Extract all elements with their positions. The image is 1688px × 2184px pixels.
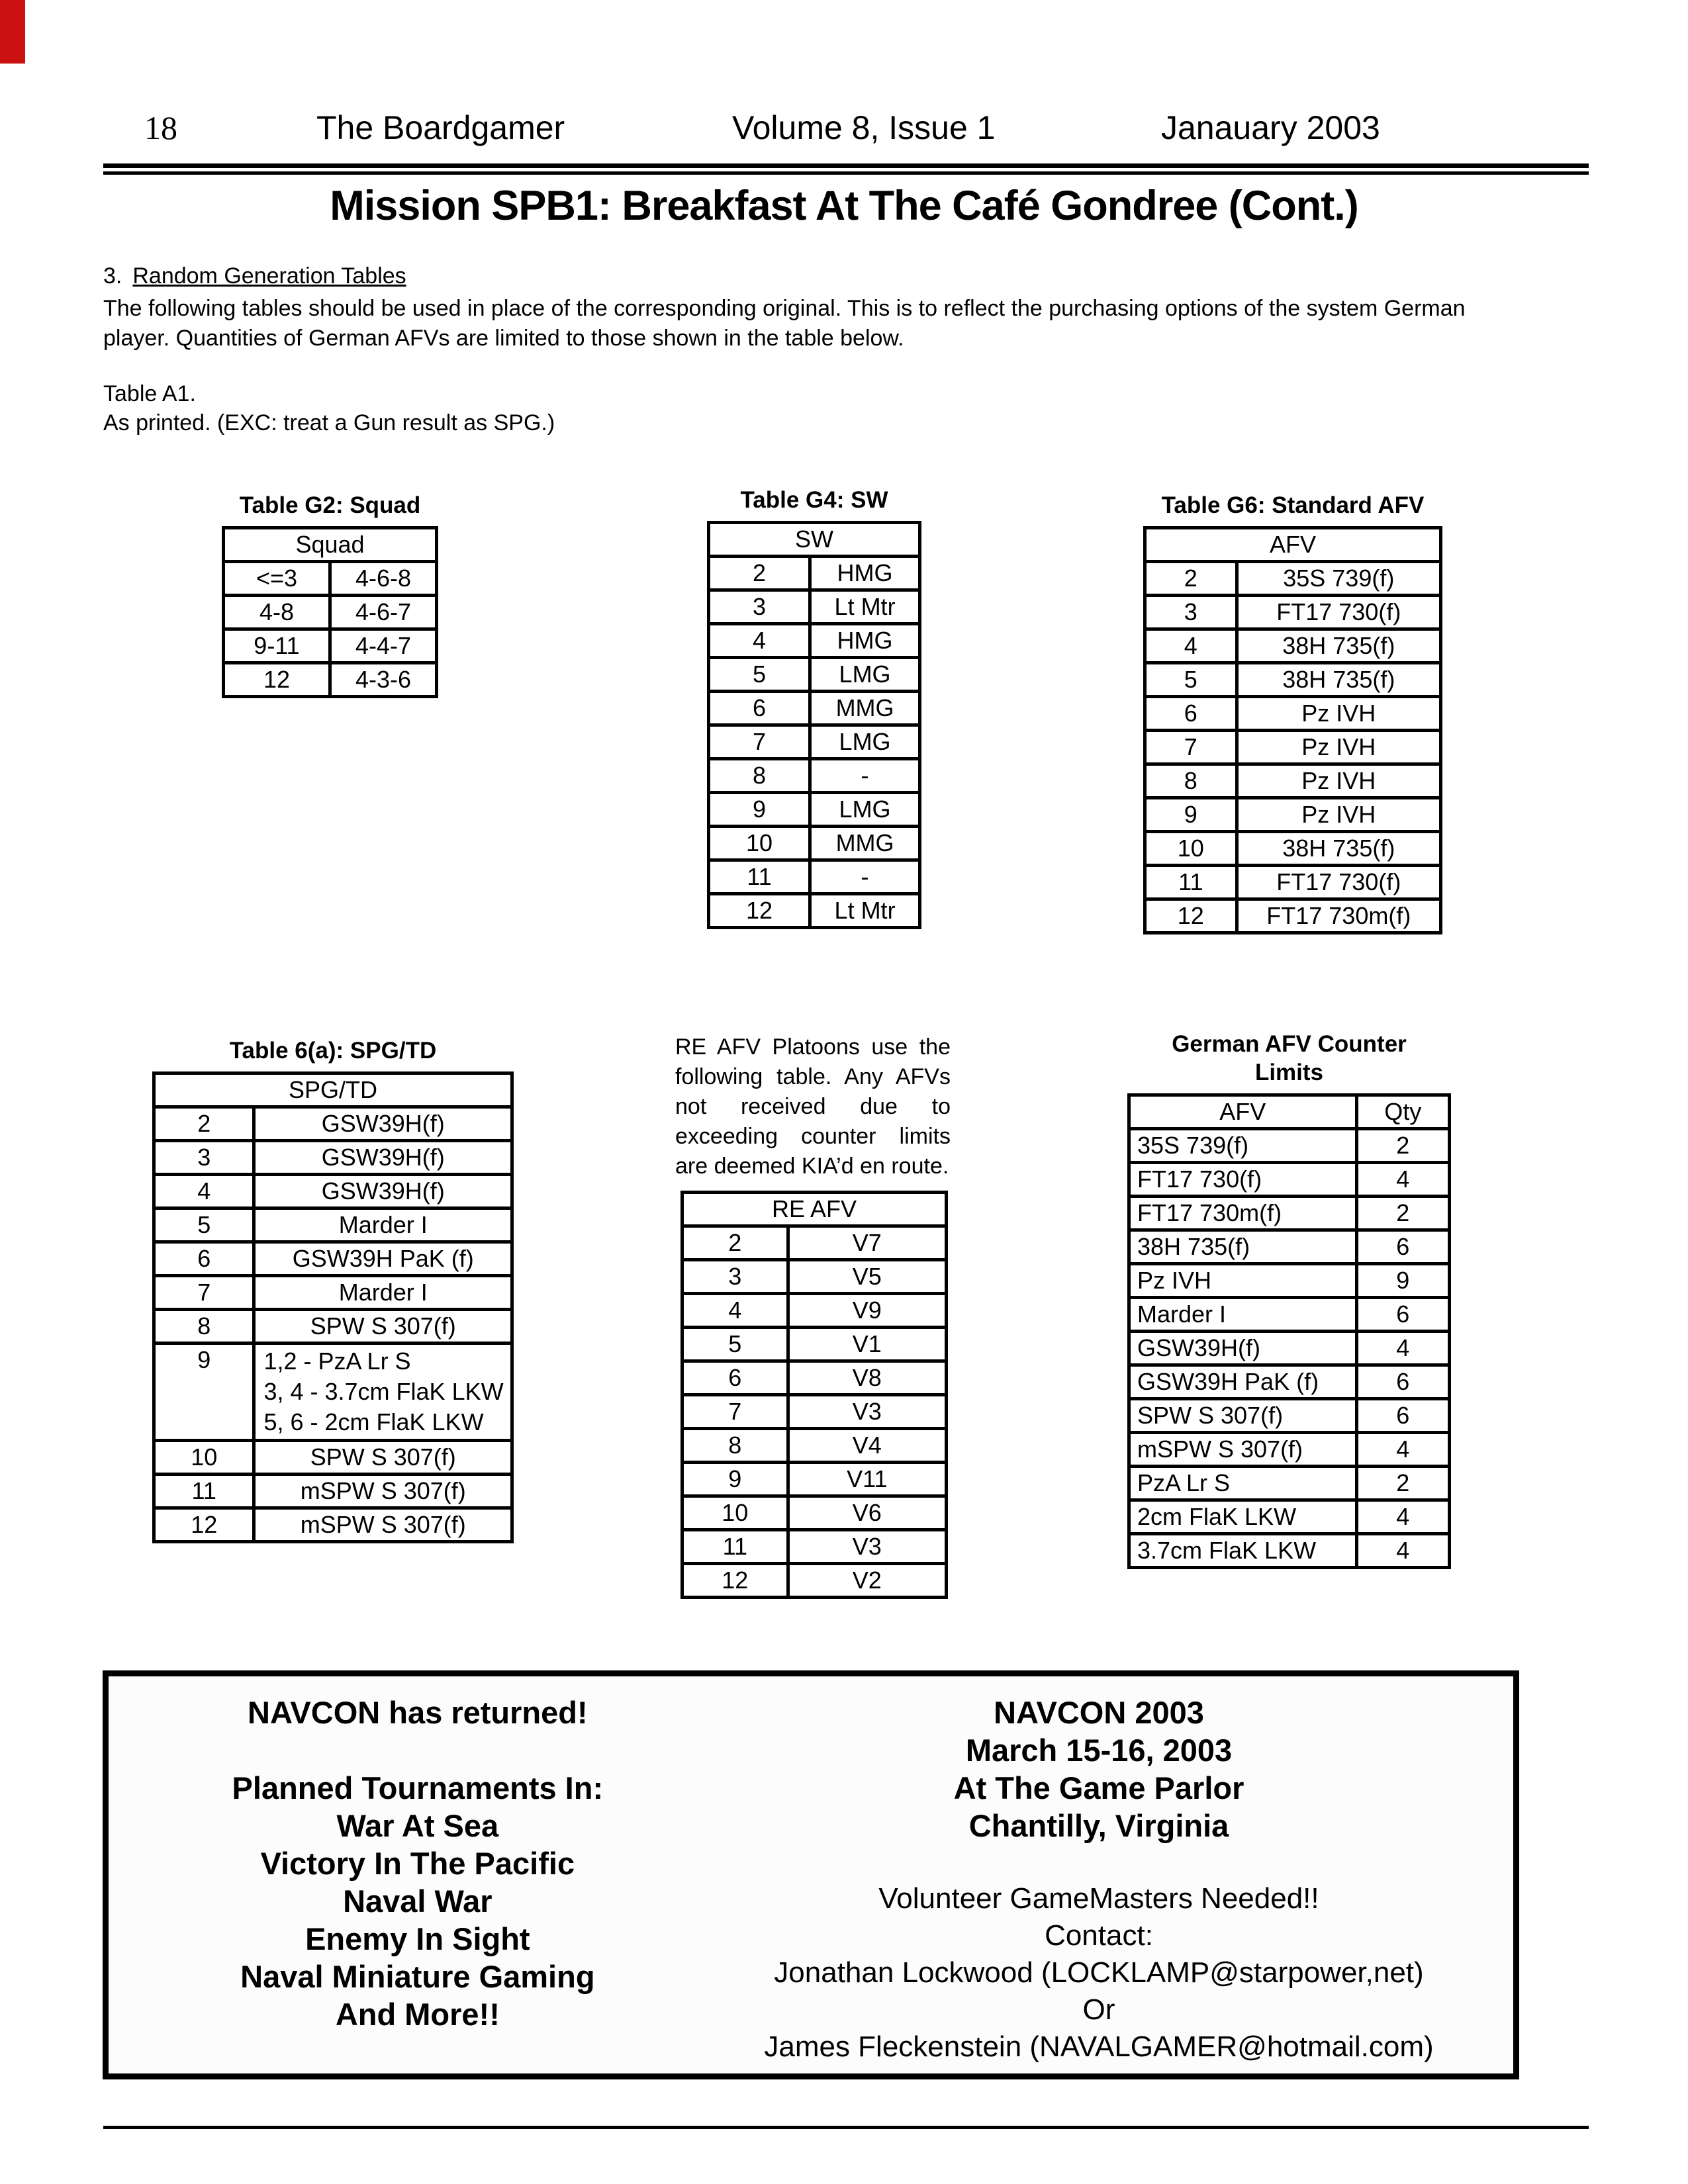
counter_limits-cell: GSW39H(f) (1129, 1332, 1357, 1365)
navcon-contact-details-line: Volunteer GameMasters Needed!! (878, 1882, 1319, 1915)
g4-cell: 8 (709, 759, 810, 793)
t6a-cell: 11 (154, 1475, 254, 1508)
g2-row (224, 663, 437, 697)
re_afv-cell: V4 (788, 1429, 946, 1463)
g4-cell: LMG (810, 793, 920, 827)
g4-cell: LMG (810, 725, 920, 759)
g4-row (709, 692, 920, 725)
g2-cell: 4-3-6 (330, 663, 437, 697)
g6-cell: FT17 730m(f) (1237, 899, 1440, 933)
g6-cell: Pz IVH (1237, 764, 1440, 798)
counter_limits-cell: FT17 730(f) (1129, 1163, 1357, 1197)
t6a-row (154, 1141, 512, 1175)
re_afv-cell: V11 (788, 1463, 946, 1496)
table-g2-title: Table G2: Squad (239, 492, 421, 518)
re_afv-cell: V3 (788, 1395, 946, 1429)
navcon-contact-details-line: Contact: (1045, 1919, 1153, 1952)
counter_limits-cell: 2 (1356, 1129, 1449, 1163)
t6a-cell: 10 (154, 1441, 254, 1475)
g4-cell: 12 (709, 894, 810, 928)
re_afv-cell: 8 (682, 1429, 788, 1463)
section-heading (103, 263, 406, 289)
g2-row (224, 562, 437, 596)
g6-row (1145, 899, 1441, 933)
re_afv-row (682, 1429, 947, 1463)
navcon-announcement-box (103, 1670, 1519, 2079)
g4-cell: HMG (810, 624, 920, 658)
re_afv-cell: V2 (788, 1564, 946, 1598)
t6a-cell: 5 (154, 1208, 254, 1242)
re_afv-cell: 7 (682, 1395, 788, 1429)
g6-cell: Pz IVH (1237, 798, 1440, 832)
g4-cell: 11 (709, 860, 810, 894)
g4-row (709, 658, 920, 692)
t6a-row (154, 1107, 512, 1141)
t6a-cell: Marder I (254, 1276, 512, 1310)
navcon-contact-details-line: Or (1082, 1993, 1115, 2026)
g6-cell: FT17 730(f) (1237, 596, 1440, 629)
re_afv-cell: 10 (682, 1496, 788, 1530)
g4-cell: MMG (810, 692, 920, 725)
counter_limits-row (1129, 1433, 1450, 1467)
g6-cell: 12 (1145, 899, 1237, 933)
t6a-cell: GSW39H(f) (254, 1107, 512, 1141)
g6-row (1145, 697, 1441, 731)
re_afv-cell: 11 (682, 1530, 788, 1564)
re_afv-row (682, 1294, 947, 1328)
counter_limits-row (1129, 1230, 1450, 1264)
publication-title: The Boardgamer (316, 109, 565, 146)
navcon-event-details-line: NAVCON 2003 (994, 1695, 1204, 1730)
t6a-cell: 4 (154, 1175, 254, 1208)
footer-rule (103, 2126, 1589, 2129)
g4-cell: 7 (709, 725, 810, 759)
t6a-row (154, 1276, 512, 1310)
re_afv-cell: V8 (788, 1361, 946, 1395)
g6-cell: 6 (1145, 697, 1237, 731)
g2-cell: 9-11 (224, 629, 330, 663)
t6a-row (154, 1475, 512, 1508)
re-afv-block (675, 1032, 951, 1599)
table-g6-block (1143, 491, 1442, 934)
counter_limits-row (1129, 1264, 1450, 1298)
re_afv-header-cell: RE AFV (682, 1193, 947, 1226)
counter_limits-cell: 3.7cm FlaK LKW (1129, 1534, 1357, 1568)
re_afv-cell: V6 (788, 1496, 946, 1530)
g4-cell: 5 (709, 658, 810, 692)
g4-cell: 2 (709, 557, 810, 590)
counter_limits-row (1129, 1467, 1450, 1500)
g2-row (224, 629, 437, 663)
g6-row (1145, 596, 1441, 629)
counter_limits-cell: 6 (1356, 1399, 1449, 1433)
t6a-row (154, 1175, 512, 1208)
t6a-header-cell: SPG/TD (154, 1073, 512, 1107)
t6a-cell: SPW S 307(f) (254, 1310, 512, 1343)
t6a-cell: 12 (154, 1508, 254, 1542)
g6-row (1145, 832, 1441, 866)
table-g4-block (707, 486, 921, 929)
counter_limits-row (1129, 1399, 1450, 1433)
t6a-cell: 1,2 - PzA Lr S 3, 4 - 3.7cm FlaK LKW 5, 6 - 2cm FlaK LKW (254, 1343, 512, 1441)
t6a-row (154, 1208, 512, 1242)
g4-cell: - (810, 759, 920, 793)
counter_limits-row (1129, 1500, 1450, 1534)
re_afv-cell: V5 (788, 1260, 946, 1294)
re_afv-cell: 12 (682, 1564, 788, 1598)
navcon-event-details-line: Chantilly, Virginia (968, 1808, 1229, 1843)
counter_limits-cell: 2 (1356, 1197, 1449, 1230)
t6a-cell: 9 (154, 1343, 254, 1441)
g4-row (709, 557, 920, 590)
re-afv-table (680, 1191, 948, 1599)
counter_limits-cell: 4 (1356, 1433, 1449, 1467)
counter_limits-cell: SPW S 307(f) (1129, 1399, 1357, 1433)
g4-cell: - (810, 860, 920, 894)
counter_limits-cell: 9 (1356, 1264, 1449, 1298)
g4-header-row (709, 523, 920, 557)
counter-limits-title-line2: Limits (1254, 1060, 1324, 1085)
g6-cell: 38H 735(f) (1237, 663, 1440, 697)
counter_limits-row (1129, 1163, 1450, 1197)
re_afv-row (682, 1395, 947, 1429)
t6a-cell: 3 (154, 1141, 254, 1175)
g4-cell: 10 (709, 827, 810, 860)
counter_limits-cell: 2 (1356, 1467, 1449, 1500)
g2-cell: 4-6-7 (330, 596, 437, 629)
t6a-cell: 8 (154, 1310, 254, 1343)
g6-cell: 38H 735(f) (1237, 629, 1440, 663)
g6-cell: Pz IVH (1237, 731, 1440, 764)
g6-row (1145, 764, 1441, 798)
counter_limits-cell: Marder I (1129, 1298, 1357, 1332)
g6-cell: 3 (1145, 596, 1237, 629)
counter_limits-row (1129, 1129, 1450, 1163)
g4-row (709, 827, 920, 860)
navcon-event-details (727, 1694, 1472, 1844)
re_afv-cell: 2 (682, 1226, 788, 1260)
g4-row (709, 894, 920, 928)
navcon-contact-details-line: Jonathan Lockwood (LOCKLAMP@starpower,net) (774, 1956, 1424, 1989)
t6a-row (154, 1343, 512, 1441)
page-number: 18 (144, 109, 177, 146)
re_afv-row (682, 1260, 947, 1294)
re_afv-cell: V7 (788, 1226, 946, 1260)
g4-row (709, 793, 920, 827)
re_afv-cell: V3 (788, 1530, 946, 1564)
table-a1-label: Table A1. (103, 381, 196, 406)
counter_limits-cell: 35S 739(f) (1129, 1129, 1357, 1163)
re_afv-cell: 3 (682, 1260, 788, 1294)
navcon-left-column-line: Planned Tournaments In: (232, 1770, 604, 1805)
g6-cell: 7 (1145, 731, 1237, 764)
g4-row (709, 860, 920, 894)
section-heading-text: Random Generation Tables (132, 263, 406, 289)
t6a-cell: 6 (154, 1242, 254, 1276)
counter_limits-row (1129, 1197, 1450, 1230)
section-body-text: The following tables should be used in place of the corresponding original. This is to reflect the purchasing options of the system German player. Quantities of German AFVs are limited to those shown in the table below. (103, 296, 1466, 351)
navcon-right-column (727, 1694, 1472, 2066)
t6a-row (154, 1441, 512, 1475)
g6-cell: FT17 730(f) (1237, 866, 1440, 899)
navcon-left-column-line: NAVCON has returned! (248, 1695, 588, 1730)
g4-cell: 3 (709, 590, 810, 624)
re-afv-note: RE AFV Platoons use the following table. Any AFVs not received due to exceeding counter limits are deemed KIA’d en route. (675, 1034, 951, 1179)
g2-cell: 4-4-7 (330, 629, 437, 663)
re_afv-row (682, 1496, 947, 1530)
table-a1-note: As printed. (EXC: treat a Gun result as SPG.) (103, 410, 555, 435)
t6a-row (154, 1310, 512, 1343)
counter_limits-cell: 4 (1356, 1534, 1449, 1568)
t6a-row (154, 1242, 512, 1276)
re_afv-cell: V9 (788, 1294, 946, 1328)
counter_limits-row (1129, 1365, 1450, 1399)
g6-cell: 35S 739(f) (1237, 562, 1440, 596)
table-g2-block (222, 491, 438, 698)
counter_limits-row (1129, 1534, 1450, 1568)
g4-cell: Lt Mtr (810, 590, 920, 624)
counter_limits-row (1129, 1298, 1450, 1332)
g2-cell: <=3 (224, 562, 330, 596)
re_afv-cell: 4 (682, 1294, 788, 1328)
g2-cell: 4-6-8 (330, 562, 437, 596)
navcon-left-column-line: War At Sea (336, 1808, 499, 1843)
t6a-cell: GSW39H PaK (f) (254, 1242, 512, 1276)
re_afv-cell: 9 (682, 1463, 788, 1496)
counter_limits-cell: 4 (1356, 1163, 1449, 1197)
counter_limits-cell: FT17 730m(f) (1129, 1197, 1357, 1230)
re_afv-row (682, 1564, 947, 1598)
section-number: 3. (103, 263, 122, 289)
table-6a-title: Table 6(a): SPG/TD (229, 1038, 437, 1064)
table-g4 (707, 521, 921, 929)
g6-header-row (1145, 528, 1441, 562)
counter_limits-cell: 2cm FlaK LKW (1129, 1500, 1357, 1534)
table-g4-title: Table G4: SW (740, 487, 888, 513)
counter-limits-block (1127, 1030, 1451, 1569)
g2-header-row (224, 528, 437, 562)
counter_limits-header-row (1129, 1095, 1450, 1129)
counter_limits-cell: mSPW S 307(f) (1129, 1433, 1357, 1467)
g4-cell: 4 (709, 624, 810, 658)
g6-cell: 38H 735(f) (1237, 832, 1440, 866)
t6a-cell: mSPW S 307(f) (254, 1508, 512, 1542)
re_afv-row (682, 1328, 947, 1361)
counter_limits-cell: PzA Lr S (1129, 1467, 1357, 1500)
g6-row (1145, 562, 1441, 596)
g6-cell: 5 (1145, 663, 1237, 697)
issue-date: Janauary 2003 (1161, 109, 1380, 146)
navcon-event-details-line: At The Game Parlor (953, 1770, 1244, 1805)
header-divider-rule (103, 163, 1589, 175)
counter_limits-cell: 6 (1356, 1230, 1449, 1264)
counter_limits-cell: Pz IVH (1129, 1264, 1357, 1298)
g6-cell: 11 (1145, 866, 1237, 899)
navcon-left-column-line: Naval Miniature Gaming (240, 1959, 595, 1994)
article-title: Mission SPB1: Breakfast At The Café Gondree (Cont.) (330, 183, 1358, 229)
counter_limits-row (1129, 1332, 1450, 1365)
counter_limits-cell: 6 (1356, 1298, 1449, 1332)
t6a-cell: GSW39H(f) (254, 1141, 512, 1175)
re_afv-row (682, 1463, 947, 1496)
table-6a-block (152, 1036, 514, 1543)
navcon-left-column-line: Enemy In Sight (305, 1921, 530, 1956)
g6-cell: 2 (1145, 562, 1237, 596)
counter-limits-title-line1: German AFV Counter (1172, 1031, 1407, 1057)
g6-row (1145, 629, 1441, 663)
counter_limits-cell: 38H 735(f) (1129, 1230, 1357, 1264)
navcon-left-column-line (109, 1731, 727, 1769)
g4-header-cell: SW (709, 523, 920, 557)
t6a-cell: mSPW S 307(f) (254, 1475, 512, 1508)
g4-cell: 6 (709, 692, 810, 725)
g4-cell: MMG (810, 827, 920, 860)
g6-row (1145, 798, 1441, 832)
counter_limits-col-header-cell: Qty (1356, 1095, 1449, 1129)
g4-cell: LMG (810, 658, 920, 692)
re_afv-cell: 5 (682, 1328, 788, 1361)
t6a-cell: 2 (154, 1107, 254, 1141)
g4-row (709, 759, 920, 793)
t6a-cell: GSW39H(f) (254, 1175, 512, 1208)
g4-row (709, 725, 920, 759)
counter_limits-cell: 6 (1356, 1365, 1449, 1399)
navcon-left-column-line: Naval War (343, 1884, 492, 1919)
table-g6 (1143, 526, 1442, 934)
re_afv-cell: 6 (682, 1361, 788, 1395)
navcon-left-column-line: And More!! (335, 1997, 500, 2032)
re_afv-header-row (682, 1193, 947, 1226)
g4-cell: 9 (709, 793, 810, 827)
re_afv-row (682, 1361, 947, 1395)
counter-limits-table (1127, 1093, 1451, 1569)
t6a-header-row (154, 1073, 512, 1107)
g6-cell: 9 (1145, 798, 1237, 832)
t6a-cell: 7 (154, 1276, 254, 1310)
navcon-contact-details (727, 1880, 1472, 2066)
t6a-cell: Marder I (254, 1208, 512, 1242)
g4-row (709, 624, 920, 658)
g6-header-cell: AFV (1145, 528, 1441, 562)
table-g6-title: Table G6: Standard AFV (1161, 492, 1425, 518)
counter_limits-cell: 4 (1356, 1332, 1449, 1365)
g2-row (224, 596, 437, 629)
navcon-left-column-line: Victory In The Pacific (260, 1846, 575, 1881)
g6-row (1145, 731, 1441, 764)
g2-cell: 4-8 (224, 596, 330, 629)
volume-issue: Volume 8, Issue 1 (732, 109, 996, 146)
table-g2 (222, 526, 438, 698)
g4-row (709, 590, 920, 624)
counter_limits-col-header-cell: AFV (1129, 1095, 1357, 1129)
counter-limits-title (1127, 1030, 1451, 1087)
g6-row (1145, 663, 1441, 697)
counter_limits-cell: GSW39H PaK (f) (1129, 1365, 1357, 1399)
g6-cell: Pz IVH (1237, 697, 1440, 731)
navcon-left-column (109, 1694, 727, 2033)
g6-cell: 10 (1145, 832, 1237, 866)
g4-cell: Lt Mtr (810, 894, 920, 928)
g6-cell: 4 (1145, 629, 1237, 663)
re_afv-row (682, 1530, 947, 1564)
t6a-row (154, 1508, 512, 1542)
g2-cell: 12 (224, 663, 330, 697)
g4-cell: HMG (810, 557, 920, 590)
g6-cell: 8 (1145, 764, 1237, 798)
g2-header-cell: Squad (224, 528, 437, 562)
scan-artifact-red-strip (0, 0, 25, 64)
re_afv-cell: V1 (788, 1328, 946, 1361)
table-6a (152, 1071, 514, 1543)
navcon-contact-details-line: James Fleckenstein (NAVALGAMER@hotmail.com) (764, 2030, 1434, 2063)
re_afv-row (682, 1226, 947, 1260)
t6a-cell: SPW S 307(f) (254, 1441, 512, 1475)
counter_limits-cell: 4 (1356, 1500, 1449, 1534)
navcon-event-details-line: March 15-16, 2003 (965, 1733, 1233, 1768)
g6-row (1145, 866, 1441, 899)
